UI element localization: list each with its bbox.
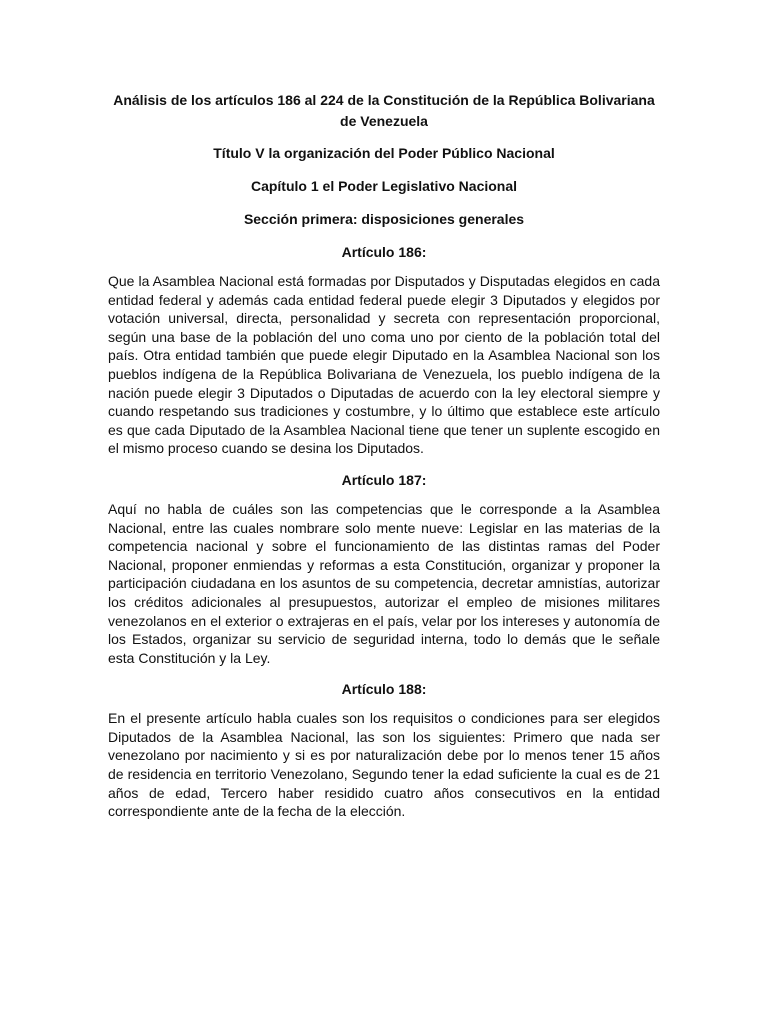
article-186-text: Que la Asamblea Nacional está formadas por Disputados y Disputadas elegidos en cada entidad federal y además cada entidad federal puede elegir 3 Diputados y elegidos por votación universal, directa, personalidad y secreta con representación proporcional, según una base de la población del uno coma uno por ciento de la población total del país. Otra entidad también que puede elegir Diputado en la Asamblea Nacional son los pueblos indígena de la República Bolivariana de Venezuela, los pueblo indígena de la nación puede elegir 3 Diputados o Diputadas de acuerdo con la ley electoral siempre y cuando respetando sus tradiciones y costumbre, y lo último que establece este artículo es que cada Diputado de la Asamblea Nacional tiene que tener un suplente escogido en el mismo proceso cuando se desina los Diputados. bbox=[108, 273, 660, 457]
article-188-text: En el presente artículo habla cuales son los requisitos o condiciones para ser elegidos Diputados de la Asamblea Nacional, las son los siguientes: Primero que nada ser venezolano por nacimiento y si es por naturalización debe por lo menos tener 15 años de residencia en territorio Venezolano, Segundo tener la edad suficiente la cual es de 21 años de edad, Tercero haber residido cuatro años consecutivos en la entidad correspondiente ante de la fecha de la elección. bbox=[108, 710, 660, 820]
article-188-heading: Artículo 188: bbox=[341, 681, 427, 698]
article-187-text: Aquí no habla de cuáles son las competencias que le corresponde a la Asamblea Nacional, entre las cuales nombrare solo mente nueve: Legislar en las materias de la competencia nacional y sobre el funcionamiento de las distintas ramas del Poder Nacional, proponer enmiendas y reformas a esta Constitución, organizar y proponer la participación ciudadana en los asuntos de su competencia, decretar amnistías, autorizar los créditos adicionales al presupuestos, autorizar el empleo de misiones militares venezolanos en el exterior o extrajeras en el país, velar por los intereses y autonomía de los Estados, organizar su servicio de seguridad interna, todo lo demás que le señale esta Constitución y la Ley. bbox=[108, 500, 660, 666]
titulo-heading: Título V la organización del Poder Público Nacional bbox=[213, 145, 555, 161]
capitulo-heading: Capítulo 1 el Poder Legislativo Nacional bbox=[250, 178, 518, 194]
seccion-heading: Sección primera: disposiciones generales bbox=[243, 211, 525, 227]
article-187-heading: Artículo 187: bbox=[341, 471, 427, 488]
document-title: Análisis de los artículos 186 al 224 de la Constitución de la República Bolivariana de Venezuela bbox=[113, 92, 655, 129]
document-page bbox=[108, 90, 660, 833]
article-186-heading: Artículo 186: bbox=[341, 244, 427, 260]
